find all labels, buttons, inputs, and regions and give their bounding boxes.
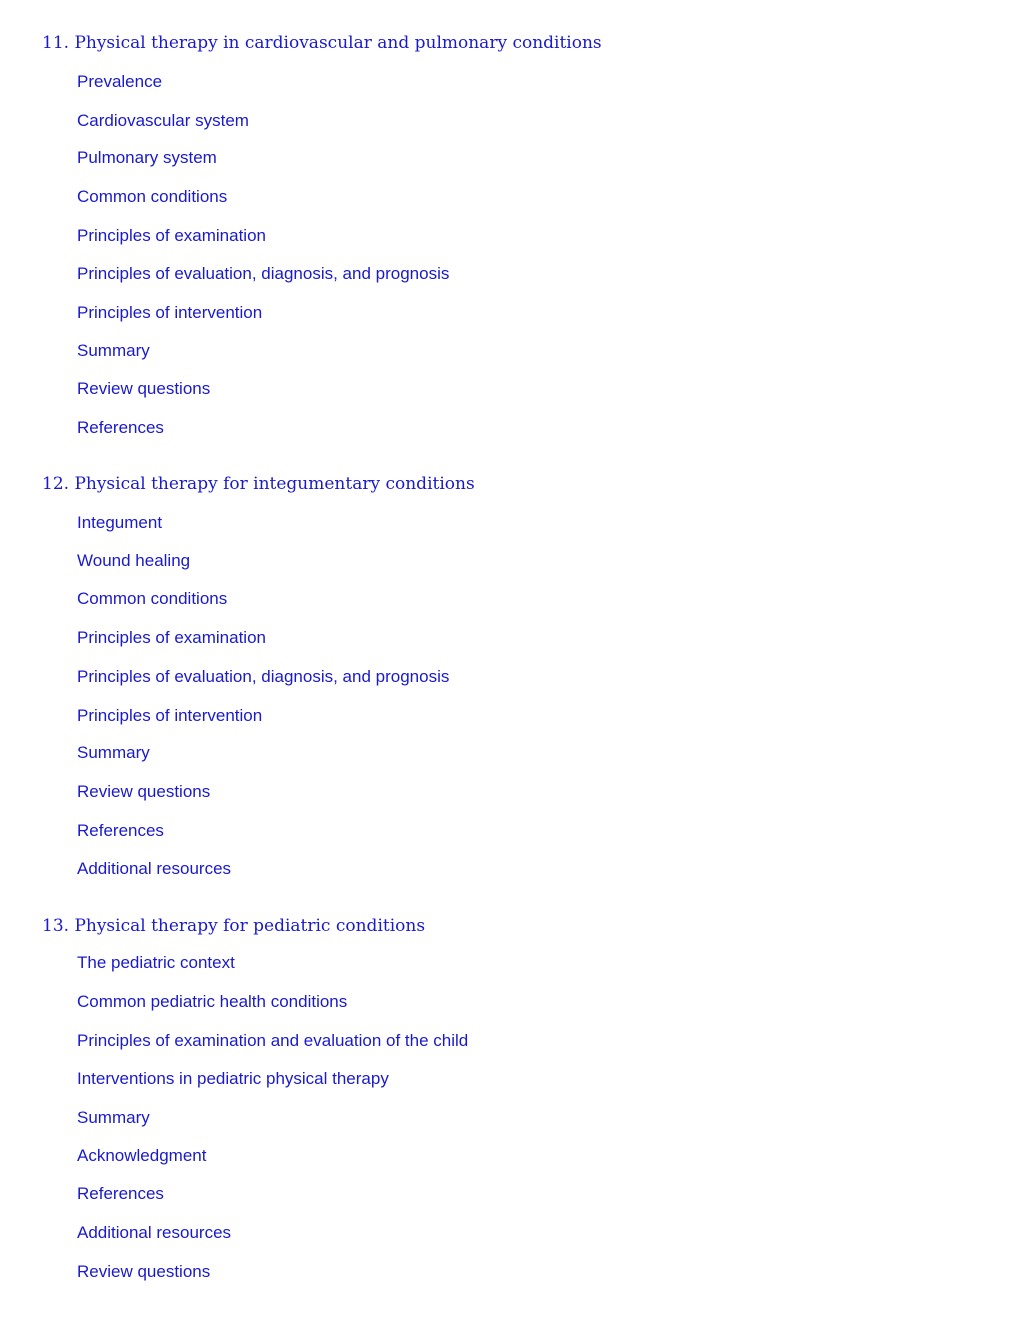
section-link[interactable]: [77, 302, 262, 324]
section-link[interactable]: [77, 820, 164, 842]
section-link[interactable]: [77, 952, 235, 974]
section-link[interactable]: [77, 1068, 389, 1090]
section-link[interactable]: [77, 1261, 210, 1283]
section-link-text[interactable]: Review questions: [77, 782, 211, 801]
chapter-title-link[interactable]: 13. Physical therapy for pediatric conditions: [42, 916, 426, 936]
section-link-text[interactable]: Principles of examination and evaluation of the child: [77, 1031, 469, 1050]
section-link-text[interactable]: Interventions in pediatric physical therapy: [77, 1069, 389, 1088]
section-link-text[interactable]: Common conditions: [77, 589, 228, 608]
section-link-text[interactable]: References: [77, 821, 164, 840]
section-link[interactable]: [77, 1030, 468, 1052]
section-link-text[interactable]: Principles of intervention: [77, 303, 263, 322]
section-link[interactable]: [77, 858, 231, 880]
section-link-text[interactable]: Review questions: [77, 1262, 211, 1281]
section-link-text[interactable]: Common conditions: [77, 187, 228, 206]
section-link[interactable]: [77, 417, 164, 439]
section-link[interactable]: [77, 512, 162, 534]
section-link-text[interactable]: Principles of evaluation, diagnosis, and prognosis: [77, 667, 450, 686]
section-link-text[interactable]: References: [77, 1184, 164, 1203]
section-link-text[interactable]: Summary: [77, 743, 150, 762]
section-link[interactable]: [77, 225, 266, 247]
section-link[interactable]: [77, 1145, 206, 1167]
chapter-title-link[interactable]: 11. Physical therapy in cardiovascular and pulmonary conditions: [42, 33, 602, 53]
section-link-text[interactable]: Summary: [77, 341, 150, 360]
section-link[interactable]: [77, 340, 150, 362]
section-link-text[interactable]: Principles of evaluation, diagnosis, and prognosis: [77, 264, 450, 283]
section-link-text[interactable]: Summary: [77, 1108, 150, 1127]
section-link[interactable]: [77, 1222, 231, 1244]
section-link[interactable]: [77, 186, 227, 208]
section-link[interactable]: [77, 781, 210, 803]
section-link-text[interactable]: Principles of intervention: [77, 706, 263, 725]
section-link[interactable]: [77, 263, 449, 285]
section-link[interactable]: [77, 147, 217, 169]
section-link-text[interactable]: References: [77, 418, 164, 437]
section-link-text[interactable]: Principles of examination: [77, 628, 266, 647]
chapter-title-link[interactable]: 12. Physical therapy for integumentary conditions: [42, 474, 475, 494]
section-link[interactable]: [77, 550, 190, 572]
section-link[interactable]: [77, 378, 210, 400]
section-link-text[interactable]: Review questions: [77, 379, 211, 398]
section-link-text[interactable]: Cardiovascular system: [77, 111, 249, 130]
section-link[interactable]: [77, 627, 266, 649]
section-link-text[interactable]: The pediatric context: [77, 953, 235, 972]
section-link-text[interactable]: Pulmonary system: [77, 148, 217, 167]
section-link[interactable]: [77, 991, 347, 1013]
section-link[interactable]: [77, 588, 227, 610]
section-link[interactable]: [77, 110, 249, 132]
section-link-text[interactable]: Principles of examination: [77, 226, 266, 245]
section-link-text[interactable]: Common pediatric health conditions: [77, 992, 348, 1011]
section-link[interactable]: [77, 1183, 164, 1205]
section-link-text[interactable]: Additional resources: [77, 1223, 232, 1242]
section-link-text[interactable]: Acknowledgment: [77, 1146, 207, 1165]
section-link[interactable]: [77, 666, 449, 688]
section-link-text[interactable]: Prevalence: [77, 72, 163, 91]
section-link-text[interactable]: Wound healing: [77, 551, 191, 570]
section-link-text[interactable]: Integument: [77, 513, 163, 532]
section-link-text[interactable]: Additional resources: [77, 859, 232, 878]
section-link[interactable]: [77, 705, 262, 727]
section-link[interactable]: [77, 1107, 150, 1129]
section-link[interactable]: [77, 71, 162, 93]
section-link[interactable]: [77, 742, 150, 764]
